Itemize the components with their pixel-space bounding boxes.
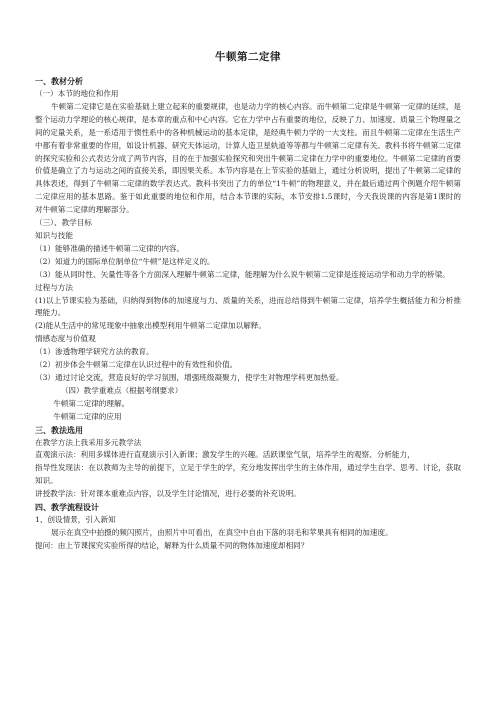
key-point-2: 牛顿第二定律的应用 [53,411,122,421]
list-item-attitude-3: （3）通过讨论交流，营造良好的学习氛围，增强班级凝聚力，使学生对物理学科更加热爱。 [35,372,344,382]
section-heading-textbook-analysis: 一、教材分析 [35,76,83,86]
section-heading-teaching-methods: 三、教法选用 [35,424,83,435]
method-line-2: 直观演示法：利用多媒体进行直观演示引入新课；激发学生的兴趣。活跃课堂气氛，培养学生的观察、分析能力， [35,450,415,460]
method-line-3: 指导性发现法：在以教师为主导的前提下，立足于学生的学，充分地发挥出学生的主体作用，通过学生自学、思考、讨论，获取知识。 [35,463,461,486]
document-title: 牛顿第二定律 [215,51,281,63]
section-heading-teaching-process: 四、教学流程设计 [35,502,99,513]
heading-attitude-values: 情感态度与价值观 [35,334,96,344]
list-item-knowledge-1: （1）能够准确的描述牛顿第二定律的内容。 [35,243,185,253]
list-item-knowledge-3: （3）能从同时性、矢量性等各个方面深入理解牛顿第二定律，能理解为什么说牛顿第二定律是连接运动学和动力学的桥梁。 [35,269,450,279]
list-item-process-1: (1)以上节课实验为基础，归纳得到物体的加速度与力、质量的关系，进而总结得到牛顿第二定律，培养学生概括能力和分析推理能力。 [35,295,461,318]
list-item-process-2: (2)能从生活中的常见现象中抽象出模型利用牛顿第二定律加以解释。 [35,321,266,331]
key-point-1: 牛顿第二定律的理解。 [53,398,130,408]
document-body [35,50,461,553]
process-question: 提问：由上节课探究实验所得的结论，解释为什么质量不同的物体加速度却相同？ [35,540,309,550]
paragraph-position-and-role: 牛顿第二定律它是在实验基础上建立起来的重要规律，也是动力学的核心内容。而牛顿第二定律是牛顿第一定律的延续，是整个运动力学理论的核心规律，是本章的重点和中心内容。它在力学中占有重要的地位，反映了力、加速度、质量三个物理量之间的定量关系，是一系适用于惯性系中的各种机械运动的基本定律，是经典牛顿力学的一大支柱。而且牛顿第二定律在生活生产中都有着非常重要的作用，如设计机器、研究天体运动，计算人造卫星轨道等等都与牛顿第二定律有关。教科书将牛顿第二定律的探究实验和公式表达分成了两节内容，目的在于加强实验探究和突出牛顿第二定律在力学中的重要地位。牛顿第二定律的首要价值是确立了力与运动之间的直接关系，即因果关系。本节内容是在上节实验的基础上，通过分析说明，提出了牛顿第二定律的具体表述，得到了牛顿第二定律的数学表达式。教科书突出了力的单位“1牛顿”的物理意义，并在最后通过两个例题介绍牛顿第二定律应用的基本思路。鉴于如此重要的地位和作用，结合本节课的实际，本节安排1.5课时，今天我说课的内容是第1课时的对牛顿第二定律的理解部分。 [35,101,462,215]
list-item-knowledge-2: （2）知道力的国际单位制单位“牛顿”是这样定义的。 [35,256,215,266]
heading-knowledge-skills: 知识与技能 [35,230,73,240]
list-item-attitude-2: （2）初步体会牛顿第二定律在认识过程中的有效性和价值。 [35,360,238,370]
subheading-teaching-goals: （三）、教学目标 [35,218,92,228]
method-line-1: 在教学方法上我采用多元教学法 [35,437,142,447]
heading-process-method: 过程与方法 [35,282,73,292]
list-item-attitude-1: （1）渗透物理学研究方法的教育。 [35,347,154,357]
subheading-key-difficult-points: （四）教学重难点（根据考纲要求） [60,385,183,395]
method-line-4: 讲授教学法：针对课本重难点内容，以及学生讨论情况，进行必要的补充说明。 [35,489,301,499]
subheading-position-and-role: （一）本节的地位和作用 [35,89,119,98]
process-step-1-text: 展示在真空中拍摄的频闪照片，由照片中可看出，在真空中自由下落的羽毛和苹果具有相同的加速度。 [50,528,393,537]
process-step-1: 1、创设情景，引入新知 [35,515,116,525]
